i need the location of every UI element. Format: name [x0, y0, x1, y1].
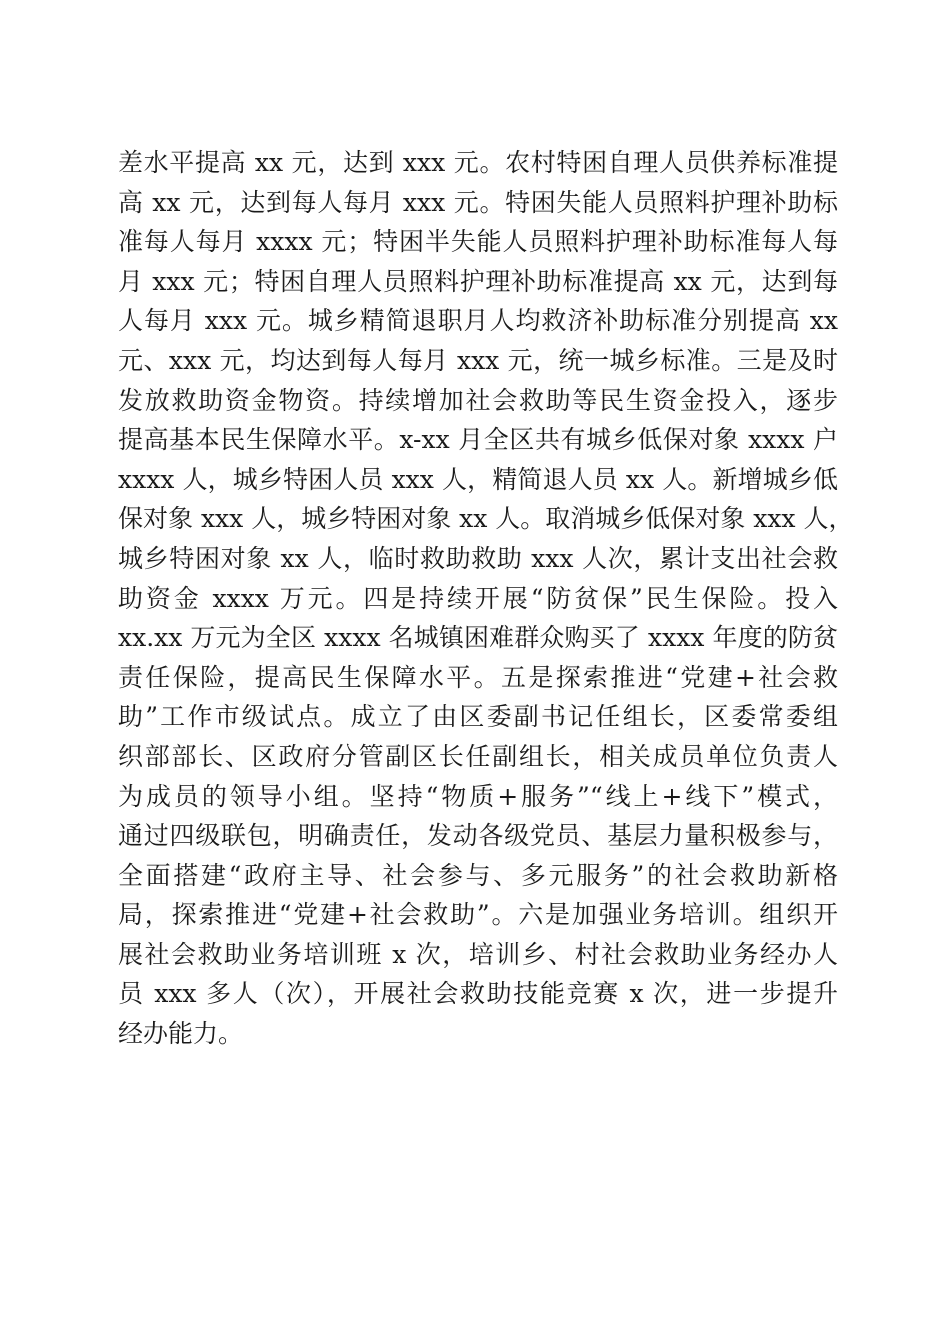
text-line: 展社会救助业务培训班 x 次，培训乡、村社会救助业务经办人 [118, 939, 838, 969]
text-line: 人每月 xxx 元。城乡精简退职月人均救济补助标准分别提高 xx [118, 306, 838, 336]
text-line: 提高基本民生保障水平。x-xx 月全区共有城乡低保对象 xxxx 户 [118, 425, 838, 455]
text-line: 准每人每月 xxxx 元；特困半失能人员照料护理补助标准每人每 [118, 227, 838, 257]
text-line: 为成员的领导小组。坚持“物质+服务”“线上+线下”模式， [118, 781, 838, 811]
text-line: 月 xxx 元；特困自理人员照料护理补助标准提高 xx 元，达到每 [118, 266, 838, 296]
text-line: 高 xx 元，达到每人每月 xxx 元。特困失能人员照料护理补助标 [118, 187, 838, 217]
text-line: 全面搭建“政府主导、社会参与、多元服务”的社会救助新格 [118, 860, 838, 890]
text-line: 发放救助资金物资。持续增加社会救助等民生资金投入，逐步 [118, 385, 838, 415]
text-line: 城乡特困对象 xx 人，临时救助救助 xxx 人次，累计支出社会救 [118, 543, 838, 573]
text-line: 助资金 xxxx 万元。四是持续开展“防贫保”民生保险。投入 [118, 583, 838, 613]
text-line: xxxx 人，城乡特困人员 xxx 人，精简退人员 xx 人。新增城乡低 [118, 464, 838, 494]
text-line: 责任保险，提高民生保障水平。五是探索推进“党建+社会救 [118, 662, 838, 692]
text-line: 保对象 xxx 人，城乡特困对象 xx 人。取消城乡低保对象 xxx 人， [118, 504, 854, 534]
text-line: 助”工作市级试点。成立了由区委副书记任组长，区委常委组 [118, 702, 838, 732]
text-line: 员 xxx 多人（次），开展社会救助技能竞赛 x 次，进一步提升 [118, 979, 838, 1009]
body-paragraph [118, 143, 854, 1054]
text-line: 经办能力。 [118, 1019, 244, 1049]
text-line: 通过四级联包，明确责任，发动各级党员、基层力量积极参与， [118, 821, 838, 851]
text-line: 元、xxx 元，均达到每人每月 xxx 元，统一城乡标准。三是及时 [118, 345, 838, 375]
text-line: 织部部长、区政府分管副区长任副组长，相关成员单位负责人 [118, 741, 838, 771]
text-line: xx.xx 万元为全区 xxxx 名城镇困难群众购买了 xxxx 年度的防贫 [118, 623, 838, 653]
text-line: 局，探索推进“党建+社会救助”。六是加强业务培训。组织开 [118, 900, 838, 930]
text-line: 差水平提高 xx 元，达到 xxx 元。农村特困自理人员供养标准提 [118, 148, 838, 177]
